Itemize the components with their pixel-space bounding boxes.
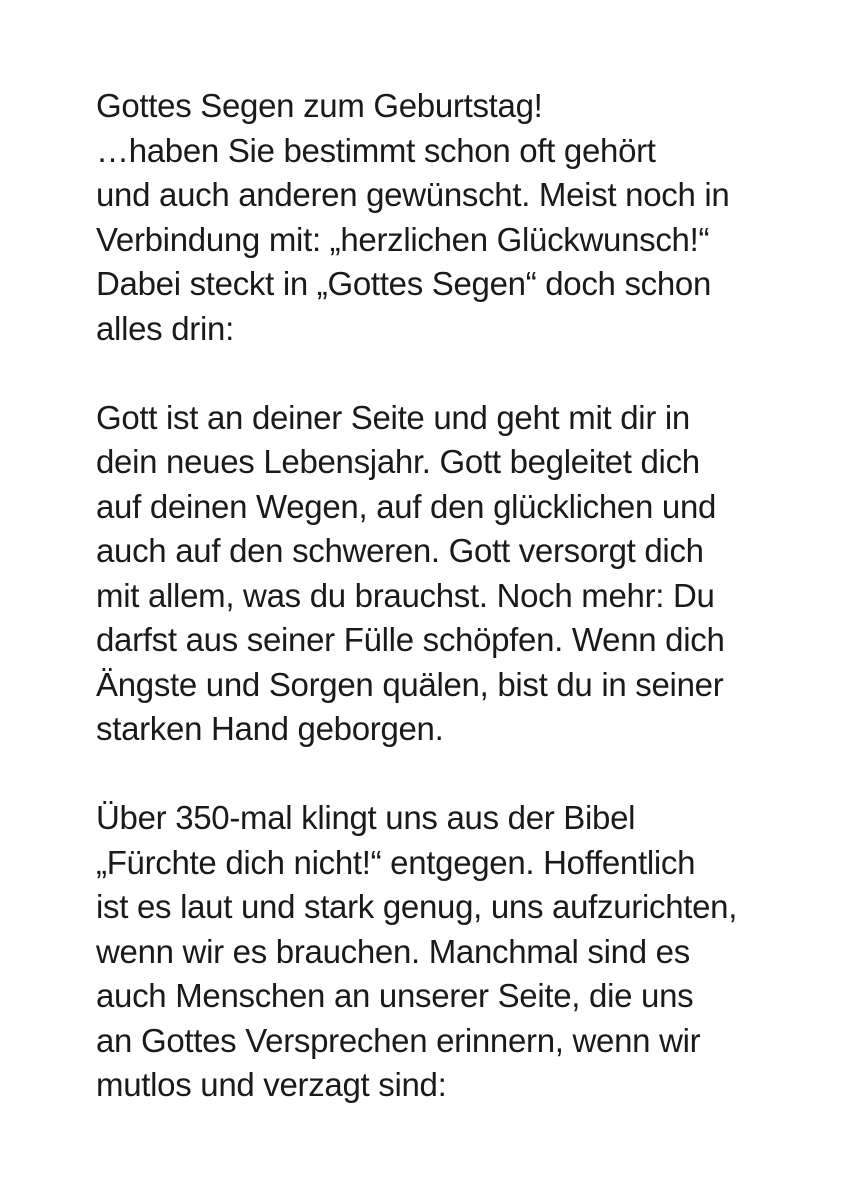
text-line: darfst aus seiner Fülle schöpfen. Wenn dich — [96, 621, 725, 658]
text-line: mutlos und verzagt sind: — [96, 1066, 447, 1103]
text-line: Dabei steckt in „Gottes Segen“ doch schon — [96, 265, 712, 302]
text-line: auf deinen Wegen, auf den glücklichen und — [96, 487, 717, 525]
paragraph-3 — [96, 796, 796, 1108]
body-text — [96, 84, 796, 1108]
text-line: Verbindung mit: „herzlichen Glückwunsch!“ — [96, 220, 710, 258]
text-line: ist es laut und stark genug, uns aufzurichten, — [96, 888, 738, 925]
text-line: dein neues Lebensjahr. Gott begleitet dich — [96, 443, 700, 480]
paragraph-1 — [96, 84, 796, 351]
text-line: Ängste und Sorgen quälen, bist du in seiner — [96, 665, 724, 703]
text-line: Gott ist an deiner Seite und geht mit dir in — [96, 398, 690, 436]
text-line: Über 350-mal klingt uns aus der Bibel — [96, 799, 636, 836]
text-line: wenn wir es brauchen. Manchmal sind es — [96, 932, 690, 970]
text-line: auch auf den schweren. Gott versorgt dich — [96, 532, 704, 569]
paragraph-2 — [96, 396, 796, 752]
text-line: auch Menschen an unserer Seite, die uns — [96, 977, 694, 1014]
paragraph-spacer — [96, 351, 796, 396]
text-line: und auch anderen gewünscht. Meist noch in — [96, 176, 730, 213]
text-line: mit allem, was du brauchst. Noch mehr: Du — [96, 576, 715, 614]
text-line: an Gottes Versprechen erinnern, wenn wir — [96, 1021, 701, 1059]
text-line: „Fürchte dich nicht!“ entgegen. Hoffentlich — [96, 843, 696, 881]
text-line: Gottes Segen zum Geburtstag! — [96, 87, 543, 124]
text-line: …haben Sie bestimmt schon oft gehört — [96, 131, 656, 169]
text-line: starken Hand geborgen. — [96, 710, 444, 747]
text-line: alles drin: — [96, 309, 234, 347]
paragraph-spacer — [96, 752, 796, 797]
